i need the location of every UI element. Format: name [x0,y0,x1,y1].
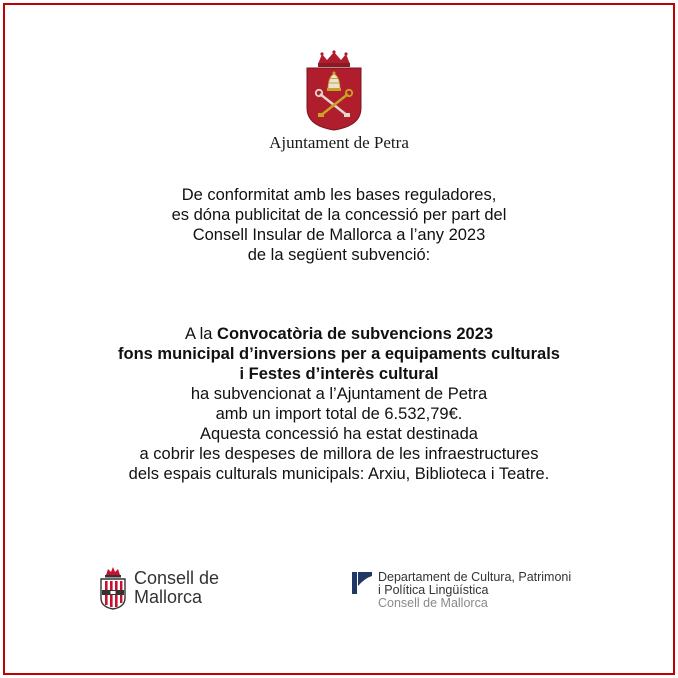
department-wordmark [378,571,571,610]
grant-line: Aquesta concessió ha estat destinada [200,425,478,443]
call-title-line: i Festes d’interès cultural [239,365,439,383]
department-line: Departament de Cultura, Patrimoni [378,570,572,584]
consell-wordmark [134,569,219,607]
consell-mallorca-logo [98,566,219,610]
grant-amount-line: amb un import total de 6.532,79€. [215,405,463,423]
consell-line: Consell de [134,568,220,588]
department-flag-icon [352,572,372,594]
call-title-line: fons municipal d’inversions per a equipaments culturals [118,345,560,363]
grant-line: dels espais culturals municipals: Arxiu, Biblioteca i Teatre. [128,465,550,483]
department-subline: Consell de Mallorca [378,596,488,610]
department-logo [352,571,571,610]
call-prefix: A la [184,325,218,343]
call-title: Convocatòria de subvencions 2023 [217,325,494,343]
department-line: i Política Lingüística [378,583,489,597]
intro-paragraph [0,185,678,265]
intro-line: de la següent subvenció: [247,246,431,264]
consell-line: Mallorca [134,587,203,607]
grant-line: a cobrir les despeses de millora de les infraestructures [139,445,539,463]
grant-paragraph [0,324,678,484]
call-title-line [0,324,678,344]
intro-line: Consell Insular de Mallorca a l’any 2023 [192,226,486,244]
grant-line: ha subvencionat a l’Ajuntament de Petra [190,385,488,403]
town-name: Ajuntament de Petra [269,133,409,152]
intro-line: De conformitat amb les bases reguladores, [181,186,497,204]
intro-line: es dóna publicitat de la concessió per part del [171,206,507,224]
consell-emblem-icon [98,566,128,610]
crest-icon [304,50,364,132]
